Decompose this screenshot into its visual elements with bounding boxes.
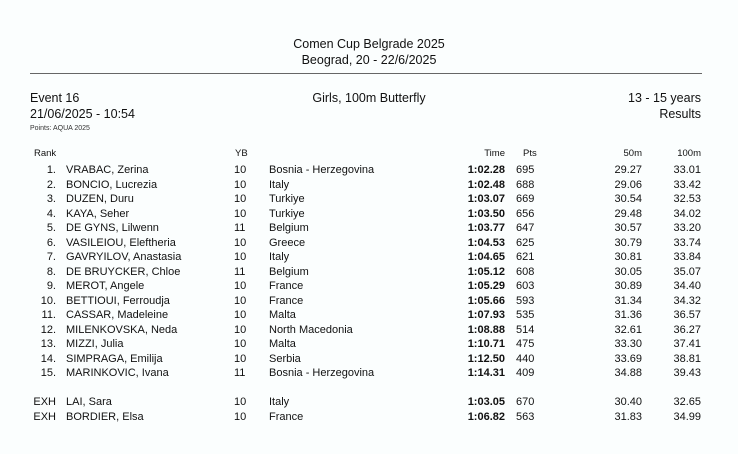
- exhibition-row: [0, 411, 738, 425]
- rank-cell: 10.: [40, 294, 56, 307]
- column-header-rank: Rank: [34, 148, 57, 159]
- year-of-birth: 11: [234, 367, 246, 379]
- country: France: [269, 410, 304, 423]
- country: Malta: [269, 309, 296, 321]
- event-age-group: 13 - 15 years: [628, 91, 701, 105]
- year-of-birth: 10: [234, 323, 247, 336]
- table-row: [0, 367, 738, 381]
- final-time: 1:04.65: [467, 251, 505, 263]
- country: Serbia: [269, 352, 301, 365]
- split-100m: 34.32: [673, 294, 701, 307]
- table-row: [0, 324, 738, 338]
- country: Bosnia - Herzegovina: [269, 164, 375, 176]
- final-time: 1:03.77: [467, 222, 505, 234]
- year-of-birth: 10: [234, 309, 247, 321]
- rank-cell: 14.: [40, 352, 56, 365]
- rank-cell: 2.: [46, 178, 56, 191]
- split-50m: 29.06: [614, 178, 642, 191]
- swimmer-name: VASILEIOU, Eleftheria: [66, 236, 176, 249]
- competition-title: Comen Cup Belgrade 2025: [293, 37, 445, 51]
- year-of-birth: 10: [234, 207, 247, 220]
- table-row: [0, 237, 738, 251]
- split-100m: 36.57: [673, 309, 701, 321]
- swimmer-name: MEROT, Angele: [66, 280, 145, 292]
- split-50m: 30.79: [614, 236, 642, 249]
- exhibition-row: [0, 396, 738, 410]
- final-time: 1:12.50: [467, 352, 505, 365]
- event-name: Girls, 100m Butterfly: [312, 91, 426, 105]
- rank-cell: 11.: [41, 309, 56, 321]
- competition-location-dates: Beograd, 20 - 22/6/2025: [301, 53, 437, 67]
- split-100m: 36.27: [673, 323, 701, 336]
- country: Italy: [269, 178, 290, 191]
- swimmer-name: LAI, Sara: [66, 396, 112, 408]
- final-time: 1:03.50: [467, 207, 505, 220]
- country: Turkiye: [269, 207, 305, 220]
- final-time: 1:05.66: [467, 294, 505, 307]
- split-50m: 33.30: [614, 338, 642, 350]
- year-of-birth: 11: [234, 222, 246, 234]
- points: 514: [516, 323, 535, 336]
- points: 475: [516, 338, 535, 350]
- rank-cell: 4.: [46, 207, 56, 220]
- table-row: [0, 280, 738, 294]
- split-100m: 39.43: [673, 367, 701, 379]
- swimmer-name: MIZZI, Julia: [66, 338, 124, 350]
- rank-cell: 3.: [46, 193, 56, 205]
- swimmer-name: BORDIER, Elsa: [66, 410, 144, 423]
- swimmer-name: GAVRYILOV, Anastasia: [66, 251, 182, 263]
- split-100m: 32.65: [673, 396, 701, 408]
- split-100m: 33.74: [673, 236, 701, 249]
- column-header-pts: Pts: [523, 148, 537, 159]
- year-of-birth: 10: [234, 410, 247, 423]
- split-100m: 34.40: [673, 280, 701, 292]
- split-50m: 30.89: [614, 280, 642, 292]
- split-50m: 30.54: [614, 193, 642, 205]
- split-50m: 32.61: [614, 323, 642, 336]
- swimmer-name: MILENKOVSKA, Neda: [66, 323, 178, 336]
- split-100m: 33.84: [673, 251, 701, 263]
- points: 440: [516, 352, 535, 365]
- points: 563: [516, 410, 535, 423]
- rank-cell: 5.: [46, 222, 56, 234]
- country: Belgium: [269, 222, 309, 234]
- year-of-birth: 10: [234, 178, 247, 191]
- table-row: [0, 309, 738, 323]
- split-100m: 38.81: [673, 352, 701, 365]
- points: 656: [516, 207, 535, 220]
- final-time: 1:03.05: [467, 396, 505, 408]
- header-divider: [30, 73, 702, 74]
- final-time: 1:10.71: [467, 338, 505, 350]
- final-time: 1:05.29: [467, 280, 505, 292]
- points: 608: [516, 265, 535, 278]
- split-100m: 35.07: [673, 265, 701, 278]
- points: 621: [516, 251, 535, 263]
- final-time: 1:05.12: [467, 265, 505, 278]
- column-header-time: Time: [484, 148, 505, 159]
- column-header-yb: YB: [235, 148, 248, 159]
- split-50m: 30.57: [614, 222, 642, 234]
- year-of-birth: 10: [234, 280, 247, 292]
- country: Belgium: [269, 265, 309, 278]
- final-time: 1:06.82: [467, 410, 505, 423]
- table-row: [0, 251, 738, 265]
- points: 535: [516, 309, 535, 321]
- points: 625: [516, 236, 535, 249]
- column-header-50m: 50m: [623, 148, 642, 159]
- split-100m: 37.41: [673, 338, 701, 350]
- points: 593: [516, 294, 535, 307]
- table-row: [0, 222, 738, 236]
- rank-cell: 6.: [46, 236, 56, 249]
- swimmer-name: VRABAC, Zerina: [66, 164, 149, 176]
- year-of-birth: 10: [234, 294, 247, 307]
- points: 669: [516, 193, 535, 205]
- points: 670: [516, 396, 535, 408]
- country: Italy: [269, 251, 290, 263]
- event-datetime: 21/06/2025 - 10:54: [30, 107, 135, 121]
- swimmer-name: DE BRUYCKER, Chloe: [66, 265, 181, 278]
- year-of-birth: 10: [234, 352, 247, 365]
- table-row: [0, 164, 738, 178]
- split-100m: 33.01: [673, 164, 701, 176]
- final-time: 1:04.53: [467, 236, 505, 249]
- split-100m: 32.53: [673, 193, 701, 205]
- split-100m: 33.20: [673, 222, 701, 234]
- split-50m: 30.40: [614, 396, 642, 408]
- swimmer-name: KAYA, Seher: [66, 207, 130, 220]
- country: North Macedonia: [269, 323, 353, 336]
- year-of-birth: 10: [234, 338, 247, 350]
- split-50m: 29.48: [614, 207, 642, 220]
- points: 409: [516, 367, 535, 379]
- split-50m: 30.05: [614, 265, 642, 278]
- year-of-birth: 11: [234, 265, 246, 278]
- table-row: [0, 338, 738, 352]
- country: Greece: [269, 236, 306, 249]
- table-row: [0, 179, 738, 193]
- points: 603: [516, 280, 535, 292]
- rank-cell: 1.: [46, 164, 56, 176]
- final-time: 1:03.07: [467, 193, 505, 205]
- country: Turkiye: [269, 193, 305, 205]
- swimmer-name: BONCIO, Lucrezia: [66, 178, 158, 191]
- country: Bosnia - Herzegovina: [269, 367, 375, 379]
- year-of-birth: 10: [234, 251, 247, 263]
- final-time: 1:14.31: [467, 367, 505, 379]
- year-of-birth: 10: [234, 164, 247, 176]
- table-row: [0, 266, 738, 280]
- year-of-birth: 10: [234, 236, 247, 249]
- points: 688: [516, 178, 535, 191]
- final-time: 1:02.28: [467, 164, 505, 176]
- event-number: Event 16: [30, 91, 80, 105]
- rank-cell: 8.: [46, 265, 56, 278]
- swimmer-name: DE GYNS, Lilwenn: [66, 222, 159, 234]
- split-50m: 31.36: [614, 309, 642, 321]
- split-100m: 33.42: [673, 178, 701, 191]
- split-100m: 34.02: [673, 207, 701, 220]
- final-time: 1:02.48: [467, 178, 505, 191]
- split-100m: 34.99: [673, 410, 701, 423]
- points: 695: [516, 164, 535, 176]
- year-of-birth: 10: [234, 396, 247, 408]
- table-row: [0, 295, 738, 309]
- table-row: [0, 353, 738, 367]
- rank-cell: 12.: [40, 323, 56, 336]
- swimmer-name: DUZEN, Duru: [66, 193, 134, 205]
- swimmer-name: BETTIOUI, Ferroudja: [66, 294, 170, 307]
- rank-cell: EXH: [33, 396, 56, 408]
- table-row: [0, 208, 738, 222]
- country: Malta: [269, 338, 296, 350]
- swimmer-name: MARINKOVIC, Ivana: [66, 367, 169, 379]
- swimmer-name: SIMPRAGA, Emilija: [66, 352, 163, 365]
- event-status: Results: [659, 107, 701, 121]
- final-time: 1:07.93: [467, 309, 505, 321]
- split-50m: 31.83: [614, 410, 642, 423]
- final-time: 1:08.88: [467, 323, 505, 336]
- split-50m: 30.81: [614, 251, 642, 263]
- rank-cell: EXH: [33, 410, 56, 423]
- column-header-100m: 100m: [677, 148, 701, 159]
- rank-cell: 13.: [40, 338, 56, 350]
- country: Italy: [269, 396, 290, 408]
- split-50m: 29.27: [614, 164, 642, 176]
- swimmer-name: CASSAR, Madeleine: [66, 309, 169, 321]
- table-row: [0, 193, 738, 207]
- split-50m: 33.69: [614, 352, 642, 365]
- points: 647: [516, 222, 535, 234]
- rank-cell: 15.: [40, 367, 56, 379]
- country: France: [269, 294, 304, 307]
- year-of-birth: 10: [234, 193, 247, 205]
- country: France: [269, 280, 304, 292]
- split-50m: 34.88: [614, 367, 642, 379]
- split-50m: 31.34: [614, 294, 642, 307]
- rank-cell: 9.: [46, 280, 56, 292]
- points-note: Points: AQUA 2025: [30, 125, 90, 132]
- rank-cell: 7.: [46, 251, 56, 263]
